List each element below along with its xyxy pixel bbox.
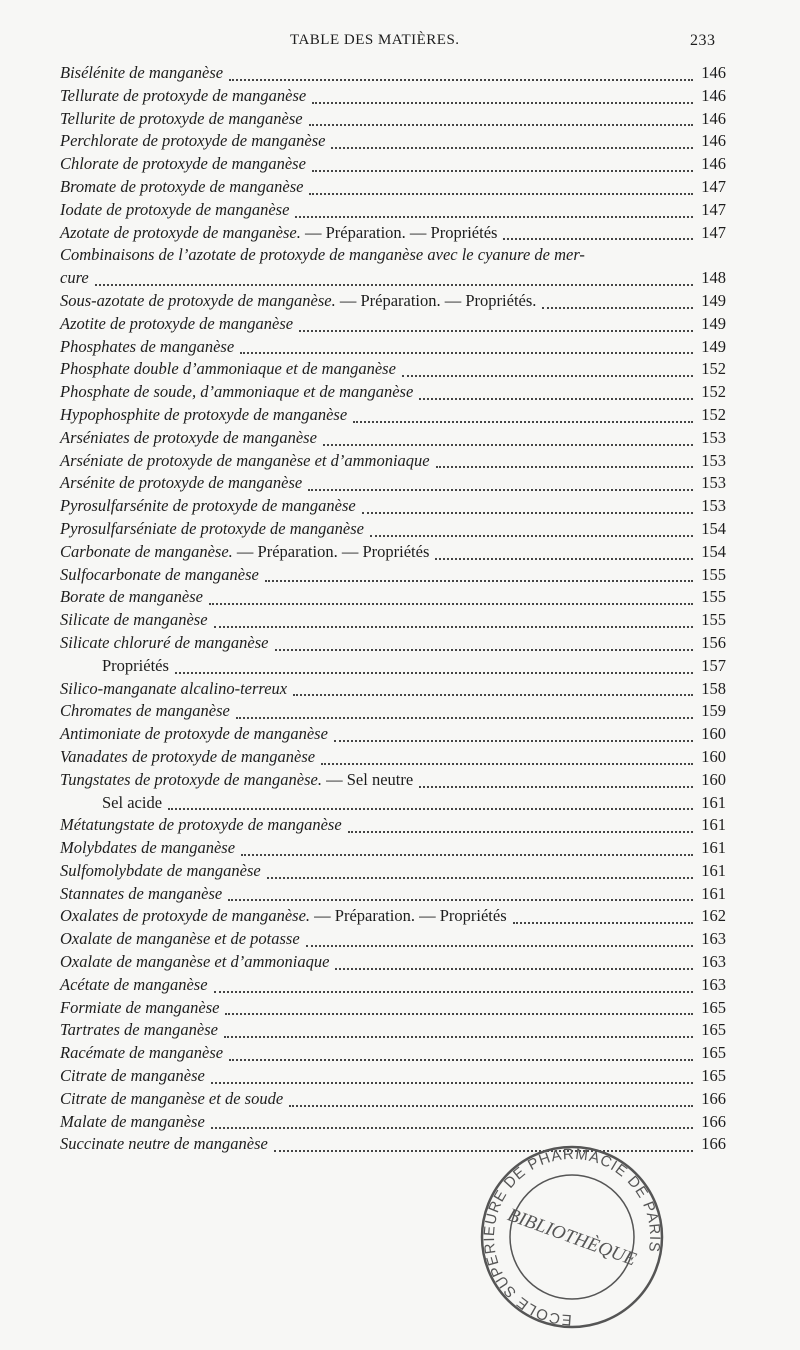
toc-entry-title: Carbonate de manganèse. — [60, 541, 233, 561]
toc-entry-title: Borate de manganèse — [60, 587, 203, 607]
toc-entry-text — [60, 268, 89, 287]
toc-page-number: 146 — [701, 154, 726, 174]
stamp-center-text: BIBLIOTHÈQUE — [504, 1204, 639, 1271]
dot-leader — [436, 444, 694, 469]
toc-page-number: 155 — [701, 610, 726, 630]
toc-page-number: 146 — [701, 108, 726, 128]
dot-leader — [214, 603, 694, 628]
dot-leader — [211, 1059, 693, 1084]
page-header — [0, 30, 800, 54]
toc-entry-title: Perchlorate de protoxyde de manganèse — [60, 131, 326, 151]
toc-entry-title: Tartrates de manganèse — [60, 1020, 218, 1040]
toc-entry-title: Chromates de manganèse — [60, 701, 230, 721]
toc-entry-text — [60, 998, 219, 1017]
toc-entry-text — [60, 109, 303, 128]
toc-entry-title: Arséniates de protoxyde de manganèse — [60, 427, 317, 447]
toc-entry-title: Oxalates de protoxyde de manganèse. — [60, 906, 311, 926]
toc-page-number: 152 — [701, 359, 726, 379]
toc-page-number: 149 — [701, 313, 726, 333]
toc-entry-subtitle: — Sel neutre — [326, 769, 414, 789]
toc-entry-text — [60, 200, 289, 219]
toc-entry-text — [60, 405, 347, 424]
dot-leader — [335, 945, 693, 970]
toc-page-number: 154 — [701, 541, 726, 561]
dot-leader — [435, 535, 693, 560]
dot-leader — [513, 899, 694, 924]
toc-entry-text — [60, 838, 235, 857]
toc-page-number: 158 — [701, 678, 726, 698]
dot-leader — [353, 398, 693, 423]
toc-entry-title: cure — [60, 268, 89, 288]
dot-leader — [309, 102, 694, 127]
toc-page-number: 161 — [701, 792, 726, 812]
toc-page-number: 165 — [701, 1066, 726, 1086]
dot-leader — [362, 489, 694, 514]
dot-leader — [275, 626, 694, 651]
toc-page-number: 163 — [701, 952, 726, 972]
table-of-contents — [60, 62, 740, 1156]
toc-page-number: 161 — [701, 883, 726, 903]
dot-leader — [312, 79, 693, 104]
toc-page-number: 146 — [701, 131, 726, 151]
toc-page-number: 149 — [701, 290, 726, 310]
toc-entry-subtitle: — Préparation. — Propriétés — [236, 541, 430, 561]
toc-page-number: 157 — [701, 655, 726, 675]
running-title: TABLE DES MATIÈRES. — [290, 32, 460, 48]
dot-leader — [348, 808, 694, 833]
toc-entry-title: Arsénite de protoxyde de manganèse — [60, 473, 303, 493]
toc-entry-title: Oxalate de manganèse et de potasse — [60, 929, 300, 949]
dot-leader — [334, 717, 693, 742]
toc-page-number: 146 — [701, 63, 726, 82]
dot-leader — [267, 854, 694, 879]
toc-entry-title: Formiate de manganèse — [60, 997, 220, 1017]
toc-page-number: 162 — [701, 906, 726, 926]
toc-entry-text — [60, 223, 497, 242]
toc-entry-text — [60, 1020, 218, 1039]
toc-entry-title: Bromate de protoxyde de manganèse — [60, 176, 304, 196]
toc-page-number: 160 — [701, 769, 726, 789]
toc-entry-text — [60, 496, 356, 515]
toc-page-number: 165 — [701, 997, 726, 1017]
toc-entry-title: Oxalate de manganèse et d’ammoniaque — [60, 952, 330, 972]
toc-page-number: 159 — [701, 701, 726, 721]
dot-leader — [209, 580, 693, 605]
toc-page-number: 149 — [701, 336, 726, 356]
dot-leader — [308, 466, 693, 491]
toc-page-number: 148 — [701, 268, 726, 288]
toc-page-number: 147 — [701, 176, 726, 196]
dot-leader — [225, 991, 693, 1016]
dot-leader — [293, 672, 693, 697]
dot-leader — [228, 877, 693, 902]
toc-entry-title: Tungstates de protoxyde de manganèse. — [60, 769, 322, 789]
dot-leader — [312, 147, 693, 172]
library-stamp — [470, 1135, 675, 1335]
toc-entry-title: Phosphates de manganèse — [60, 336, 235, 356]
toc-entry-title: Sulfomolybdate de manganèse — [60, 860, 261, 880]
toc-entry-text — [60, 1066, 205, 1085]
toc-page-number: 163 — [701, 974, 726, 994]
toc-page-number: 152 — [701, 382, 726, 402]
toc-entry-title: Bisélénite de manganèse — [60, 63, 224, 82]
toc-entry-text — [60, 747, 315, 766]
toc-entry-title: Hypophosphite de protoxyde de manganèse — [60, 404, 348, 424]
toc-page-number: 154 — [701, 518, 726, 538]
toc-entry-text — [60, 428, 317, 447]
toc-entry-subtitle: — Préparation. — Propriétés. — [339, 290, 537, 310]
toc-entry-title: Vanadates de protoxyde de manganèse — [60, 746, 316, 766]
dot-leader — [265, 558, 693, 583]
toc-page-number: 147 — [701, 222, 726, 242]
dot-leader — [175, 649, 693, 674]
toc-entry-text — [60, 154, 306, 173]
dot-leader — [214, 968, 694, 993]
toc-entry-text — [60, 473, 302, 492]
toc-entry-title: Arséniate de protoxyde de manganèse et d’ammoniaque — [60, 450, 430, 470]
dot-leader — [419, 763, 693, 788]
toc-entry-title: Chlorate de protoxyde de manganèse — [60, 154, 306, 174]
toc-entry-text — [60, 975, 208, 994]
toc-entry-title: Phosphate double d’ammoniaque et de manganèse — [60, 359, 396, 379]
dot-leader — [224, 1013, 693, 1038]
toc-entry-title: Stannates de manganèse — [60, 883, 223, 903]
toc-entry-text — [60, 337, 234, 356]
dot-leader — [211, 1105, 693, 1130]
toc-page-number: 165 — [701, 1043, 726, 1063]
toc-entry-title: Antimoniate de protoxyde de manganèse — [60, 724, 328, 744]
toc-entry-subtitle: Sel acide — [102, 792, 163, 812]
toc-entry-title: Pyrosulfarséniate de protoxyde de manganèse — [60, 518, 364, 538]
dot-leader — [299, 307, 693, 332]
dot-leader — [168, 786, 693, 811]
toc-entry-title: Iodate de protoxyde de manganèse — [60, 199, 290, 219]
dot-leader — [289, 1082, 693, 1107]
toc-page-number: 165 — [701, 1020, 726, 1040]
toc-entry-title: Malate de manganèse — [60, 1111, 205, 1131]
toc-entry-text — [60, 929, 300, 948]
toc-entry-title: Molybdates de manganèse — [60, 838, 236, 858]
page-number: 233 — [690, 32, 716, 49]
dot-leader — [331, 124, 693, 149]
toc-page-number: 153 — [701, 496, 726, 516]
toc-entry-text — [60, 724, 328, 743]
dot-leader — [323, 421, 693, 446]
toc-entry-text — [60, 1043, 223, 1062]
stamp-ring-text: ÉCOLE SUPÉRIEURE DE PHARMACIE DE PARIS — [480, 1145, 664, 1329]
dot-leader — [402, 352, 693, 377]
dot-leader — [503, 216, 693, 241]
dot-leader — [229, 1036, 693, 1061]
toc-entry-text — [60, 587, 203, 606]
toc-entry-title: Tellurite de protoxyde de manganèse — [60, 108, 303, 128]
toc-entry-title: Azotite de protoxyde de manganèse — [60, 313, 294, 333]
dot-leader — [370, 512, 693, 537]
toc-entry-text — [60, 63, 223, 82]
toc-page-number: 156 — [701, 632, 726, 652]
dot-leader — [295, 193, 693, 218]
toc-entry-title: Racémate de manganèse — [60, 1043, 224, 1063]
toc-entry-title: Sulfocarbonate de manganèse — [60, 564, 259, 584]
toc-entry-title: Combinaisons de l’azotate de protoxyde de manganèse avec le cyanure de mer- — [60, 245, 585, 265]
toc-entry-text — [60, 701, 230, 720]
toc-entry-text — [60, 884, 222, 903]
toc-entry-title: Pyrosulfarsénite de protoxyde de manganèse — [60, 496, 356, 516]
dot-leader — [95, 261, 694, 286]
toc-page-number: 153 — [701, 450, 726, 470]
toc-entry-text — [102, 656, 169, 675]
toc-page-number: 166 — [701, 1134, 726, 1154]
toc-entry-title: Phosphate de soude, d’ammoniaque et de manganèse — [60, 382, 414, 402]
toc-entry-title: Silico-manganate alcalino-terreux — [60, 678, 288, 698]
toc-entry-title: Silicate chloruré de manganèse — [60, 632, 269, 652]
toc-entry-title: Sous-azotate de protoxyde de manganèse. — [60, 290, 336, 310]
toc-entry-title: Métatungstate de protoxyde de manganèse — [60, 815, 342, 835]
toc-page-number: 153 — [701, 473, 726, 493]
toc-entry-title: Silicate de manganèse — [60, 610, 208, 630]
toc-page-number: 155 — [701, 587, 726, 607]
dot-leader — [229, 56, 693, 81]
dot-leader — [241, 831, 693, 856]
toc-entry-title: Acétate de manganèse — [60, 974, 208, 994]
toc-page-number: 166 — [701, 1111, 726, 1131]
toc-page-number: 166 — [701, 1088, 726, 1108]
toc-entry-title: Azotate de protoxyde de manganèse. — [60, 222, 301, 242]
dot-leader — [309, 170, 693, 195]
dot-leader — [419, 375, 693, 400]
toc-page-number: 161 — [701, 815, 726, 835]
dot-leader — [306, 922, 694, 947]
dot-leader — [542, 284, 693, 309]
toc-entry-text — [60, 359, 396, 378]
dot-leader — [321, 740, 693, 765]
toc-page-number: 161 — [701, 838, 726, 858]
dot-leader — [236, 694, 693, 719]
toc-entry-text — [60, 1134, 268, 1153]
toc-entry-text — [60, 610, 208, 629]
toc-entry-text — [60, 86, 306, 105]
toc-page-number: 160 — [701, 724, 726, 744]
toc-entry-subtitle: — Préparation. — Propriétés — [314, 906, 507, 926]
toc-entry-subtitle: — Préparation. — Propriétés — [305, 222, 498, 242]
toc-entry-subtitle: Propriétés — [102, 655, 169, 675]
dot-leader — [240, 330, 693, 355]
toc-page-number: 153 — [701, 427, 726, 447]
toc-page-number: 152 — [701, 404, 726, 424]
toc-entry-text — [60, 519, 364, 538]
toc-entry-title: Citrate de manganèse — [60, 1066, 205, 1086]
toc-entry-text — [60, 131, 325, 150]
toc-entry-text — [102, 793, 162, 812]
toc-entry-title: Citrate de manganèse et de soude — [60, 1088, 284, 1108]
toc-page-number: 160 — [701, 746, 726, 766]
toc-page-number: 147 — [701, 199, 726, 219]
toc-entry-title: Succinate neutre de manganèse — [60, 1134, 268, 1154]
toc-page-number: 163 — [701, 929, 726, 949]
toc-page-number: 161 — [701, 860, 726, 880]
toc-entry-text — [60, 177, 303, 196]
toc-entry — [60, 222, 740, 245]
toc-entry-text — [60, 1112, 205, 1131]
toc-page-number: 155 — [701, 564, 726, 584]
toc-entry-title: Tellurate de protoxyde de manganèse — [60, 85, 307, 105]
toc-page-number: 146 — [701, 85, 726, 105]
